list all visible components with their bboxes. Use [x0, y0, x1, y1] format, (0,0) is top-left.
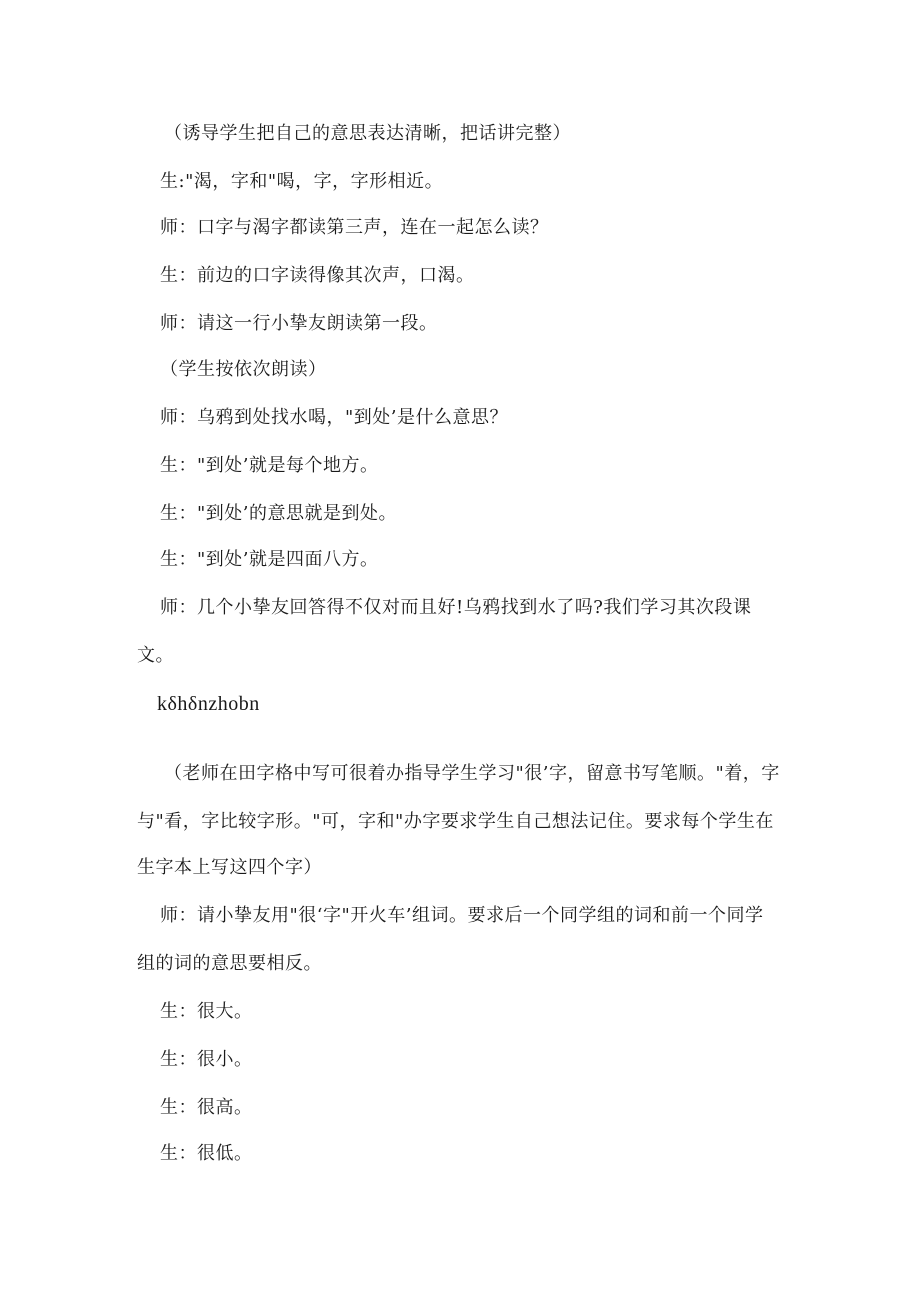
paragraph-line: 生：前边的口字读得像其次声，口渴。 — [160, 265, 475, 286]
paragraph-line: （老师在田字格中写可很着办指导学生学习"很’字，留意书写笔顺。"着，字 — [164, 763, 780, 784]
paragraph-line: （学生按依次朗读） — [160, 359, 327, 380]
paragraph-line: （诱导学生把自己的意思表达清晰，把话讲完整） — [164, 123, 571, 144]
paragraph-line: 生："到处’的意思就是到处。 — [160, 503, 397, 524]
paragraph-line: 生："到处’就是每个地方。 — [160, 455, 379, 476]
paragraph-line: 师：几个小挚友回答得不仅对而且好!乌鸦找到水了吗?我们学习其次段课 — [160, 597, 752, 618]
paragraph-line: 师：口字与渴字都读第三声，连在一起怎么读？ — [160, 217, 549, 238]
paragraph-line: 生：很大。 — [160, 1001, 253, 1022]
paragraph-line: 生字本上写这四个字） — [137, 857, 322, 878]
paragraph-line: 与"看，字比较字形。"可，字和"办字要求学生自己想法记住。要求每个学生在 — [137, 811, 774, 832]
pinyin-line: kδhδnzhobn — [157, 693, 260, 715]
paragraph-line: 生：很低。 — [160, 1143, 253, 1164]
paragraph-line: 生：很高。 — [160, 1097, 253, 1118]
paragraph-line: 组的词的意思要相反。 — [137, 953, 322, 974]
paragraph-line: 生："到处’就是四面八方。 — [160, 549, 379, 570]
paragraph-line: 师：请小挚友用"很‘字"开火车’组词。要求后一个同学组的词和前一个同学 — [160, 905, 764, 926]
paragraph-line: 师：请这一行小挚友朗读第一段。 — [160, 313, 438, 334]
paragraph-line: 师：乌鸦到处找水喝，"到处’是什么意思？ — [160, 407, 508, 428]
paragraph-line: 生：很小。 — [160, 1049, 253, 1070]
paragraph-line: 文。 — [137, 645, 174, 666]
paragraph-line: 生:"渴，字和"喝，字，字形相近。 — [160, 171, 444, 192]
